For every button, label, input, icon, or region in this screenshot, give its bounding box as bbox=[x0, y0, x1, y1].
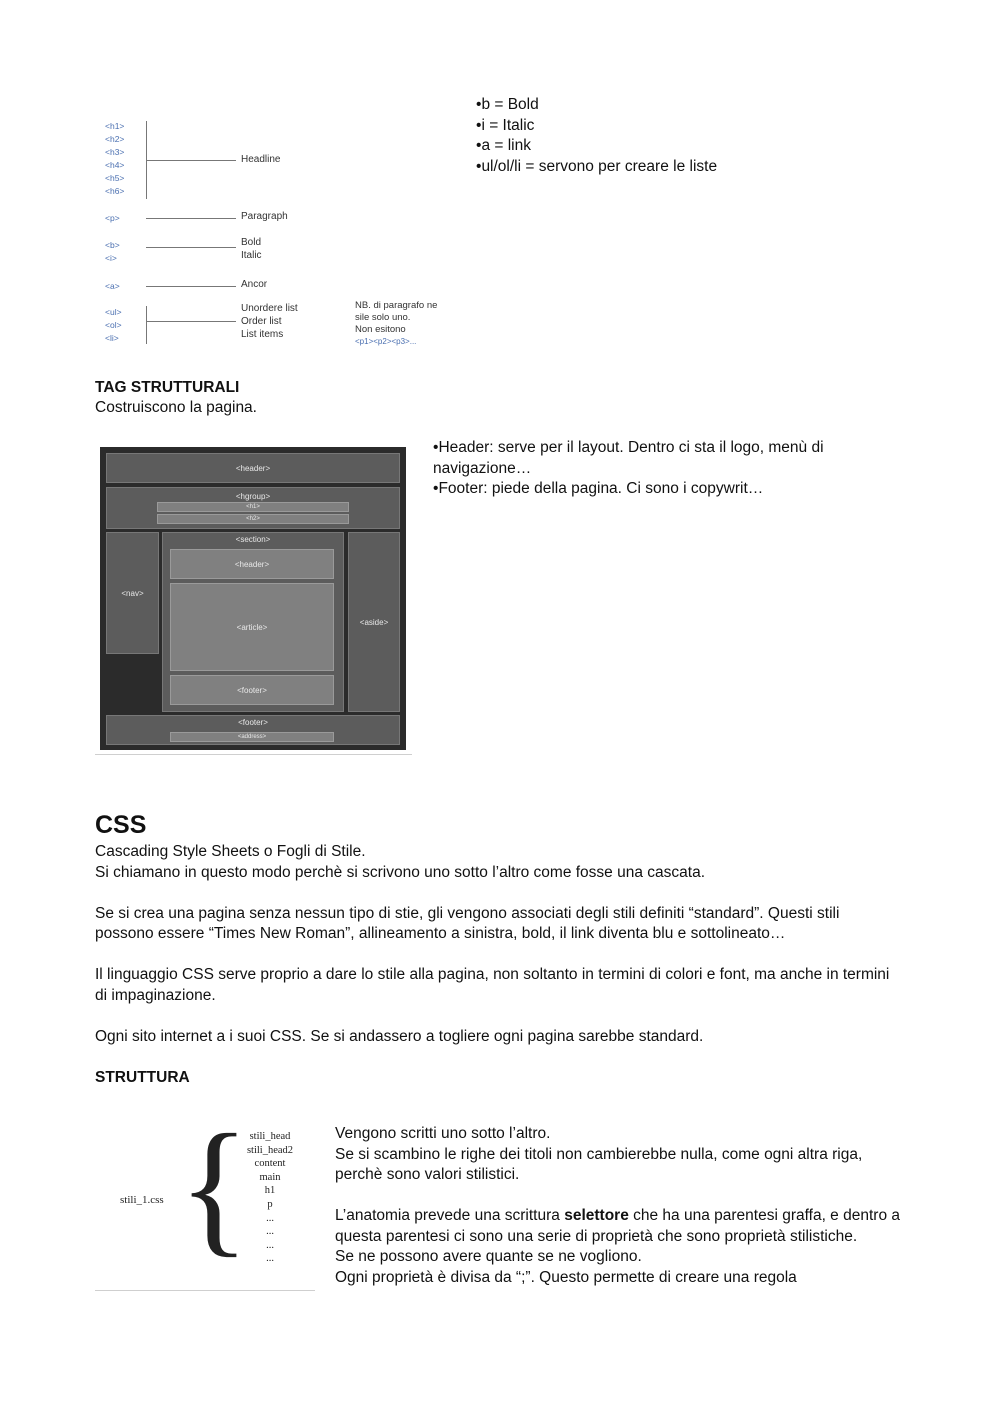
struttura-paragraph-1 bbox=[335, 1124, 905, 1186]
list-item: • Footer: piede della pagina. Ci sono i copywrit… bbox=[433, 479, 903, 500]
anatomy-text-after: che ha una parentesi graffa, e dentro a questa parentesi ci sono una serie di proprietà che sono proprietà stilistiche. bbox=[335, 1207, 900, 1245]
h1-tag-code: <h1> bbox=[105, 121, 125, 131]
list-item: • ul/ol/li = servono per creare le liste bbox=[476, 157, 896, 178]
list-item: • b = Bold bbox=[476, 95, 896, 116]
list-item: stili_head2 bbox=[246, 1144, 294, 1156]
ol-tag-code: <ol> bbox=[105, 320, 122, 330]
h5-tag-code: <h5> bbox=[105, 173, 125, 183]
struttura-line-1: Vengono scritti uno sotto l’altro. bbox=[335, 1125, 551, 1142]
struttura-line-4: Ogni proprietà è divisa da “;”. Questo permette di creare una regola bbox=[335, 1268, 797, 1286]
html5-layout-diagram bbox=[100, 447, 406, 750]
css-selector-list bbox=[230, 1130, 310, 1266]
structural-heading: TAG STRUTTURALI bbox=[95, 379, 240, 396]
figure-divider bbox=[95, 754, 412, 755]
h3-tag-code: <h3> bbox=[105, 147, 125, 157]
note-line-1: NB. di paragrafo ne bbox=[355, 300, 438, 311]
layout-aside-block: <aside> bbox=[348, 532, 400, 712]
layout-header-block: <header> bbox=[106, 453, 400, 483]
note-line-2: sile solo uno. bbox=[355, 312, 411, 323]
layout-section-label: <section> bbox=[235, 535, 271, 544]
ol-label: Order list bbox=[241, 316, 282, 327]
i-tag-code: <i> bbox=[105, 253, 117, 263]
paragraph-connector bbox=[146, 218, 236, 219]
layout-h1-block: <h1> bbox=[157, 502, 349, 512]
li-tag-code: <li> bbox=[105, 333, 119, 343]
list-item: ... bbox=[266, 1239, 274, 1251]
layout-address-block: <address> bbox=[170, 732, 334, 742]
a-tag-code: <a> bbox=[105, 281, 120, 291]
p-tag-code: <p> bbox=[105, 213, 120, 223]
anchor-connector bbox=[146, 286, 236, 287]
structural-bullet-list bbox=[433, 438, 903, 500]
list-item: ... bbox=[266, 1253, 274, 1265]
list-item: • a = link bbox=[476, 136, 896, 157]
struttura-line-3: Se ne possono avere quante se ne vogliono. bbox=[335, 1248, 642, 1265]
h6-tag-code: <h6> bbox=[105, 186, 125, 196]
layout-hgroup-label: <hgroup> bbox=[235, 492, 271, 501]
layout-article-block: <article> bbox=[170, 583, 334, 671]
li-label: List items bbox=[241, 329, 284, 340]
ul-label: Unordere list bbox=[241, 303, 298, 314]
anatomy-text-before: L’anatomia prevede una scrittura bbox=[335, 1207, 565, 1224]
tag-bullet-list bbox=[476, 95, 896, 177]
ul-tag-code: <ul> bbox=[105, 307, 122, 317]
b-tag-code: <b> bbox=[105, 240, 120, 250]
layout-h2-block: <h2> bbox=[157, 514, 349, 524]
structural-subtitle: Costruiscono la pagina. bbox=[95, 399, 257, 416]
css-body bbox=[95, 842, 900, 1088]
css-paragraph-1: Se si crea una pagina senza nessun tipo di stie, gli vengono associati degli stili definiti “standard”. Questi stili possono essere “Times New Roman”, allineamento a sinistra, bold, il link diventa blu e sottolineato… bbox=[95, 904, 840, 942]
css-paragraph-2: Il linguaggio CSS serve proprio a dare lo stile alla pagina, non soltanto in termini di colori e font, ma anche in termini di impaginazione. bbox=[95, 966, 890, 1004]
list-item: ... bbox=[266, 1212, 274, 1224]
selector-keyword: selettore bbox=[564, 1207, 629, 1224]
css-intro-line-1: Cascading Style Sheets o Fogli di Stile. bbox=[95, 843, 366, 860]
h4-tag-code: <h4> bbox=[105, 160, 125, 170]
struttura-paragraph-2 bbox=[335, 1206, 905, 1288]
list-item: ... bbox=[266, 1226, 274, 1238]
html-tags-diagram bbox=[100, 113, 460, 358]
css-intro bbox=[95, 842, 900, 883]
headline-label: Headline bbox=[241, 154, 281, 165]
css-intro-line-2: Si chiamano in questo modo perchè si scrivono uno sotto l’altro come fosse una cascata. bbox=[95, 863, 705, 881]
headline-connector bbox=[146, 160, 236, 161]
list-item: h1 bbox=[264, 1185, 276, 1197]
layout-inner-header-block: <header> bbox=[170, 549, 334, 579]
layout-inner-footer-block: <footer> bbox=[170, 675, 334, 705]
list-item: • i = Italic bbox=[476, 116, 896, 137]
struttura-line-2: Se si scambino le righe dei titoli non cambierebbe nulla, come ogni altra riga, perchè sono valori stilistici. bbox=[335, 1145, 863, 1183]
bold-label: Bold bbox=[241, 237, 262, 248]
curly-brace-icon: { bbox=[178, 1104, 250, 1270]
list-item: stili_head bbox=[249, 1131, 291, 1142]
struttura-text bbox=[335, 1124, 905, 1288]
note-line-3: Non esitono bbox=[355, 324, 406, 335]
list-item: p bbox=[267, 1198, 273, 1210]
layout-nav-block: <nav> bbox=[106, 532, 159, 654]
css-structure-diagram bbox=[100, 1104, 315, 1284]
list-item: • Header: serve per il layout. Dentro ci sta il logo, menù di navigazione… bbox=[433, 438, 903, 479]
anatomy-sentence bbox=[335, 1206, 905, 1247]
h2-tag-code: <h2> bbox=[105, 134, 125, 144]
bold-connector bbox=[146, 247, 236, 248]
css-paragraph-3: Ogni sito internet a i suoi CSS. Se si andassero a togliere ogni pagina sarebbe standard. bbox=[95, 1027, 704, 1045]
list-item: content bbox=[254, 1158, 286, 1170]
list-bracket bbox=[146, 306, 147, 344]
layout-footer-label: <footer> bbox=[238, 718, 268, 727]
anchor-label: Ancor bbox=[241, 279, 268, 290]
struttura-heading: STRUTTURA bbox=[95, 1068, 190, 1086]
italic-label: Italic bbox=[241, 250, 262, 261]
note-code: <p1><p2><p3>... bbox=[355, 337, 417, 346]
list-connector bbox=[146, 321, 236, 322]
figure-divider bbox=[95, 1290, 315, 1291]
css-file-label: stili_1.css bbox=[120, 1194, 164, 1206]
list-item: main bbox=[259, 1171, 281, 1183]
paragraph-label: Paragraph bbox=[241, 211, 288, 222]
css-title: CSS bbox=[95, 811, 147, 839]
